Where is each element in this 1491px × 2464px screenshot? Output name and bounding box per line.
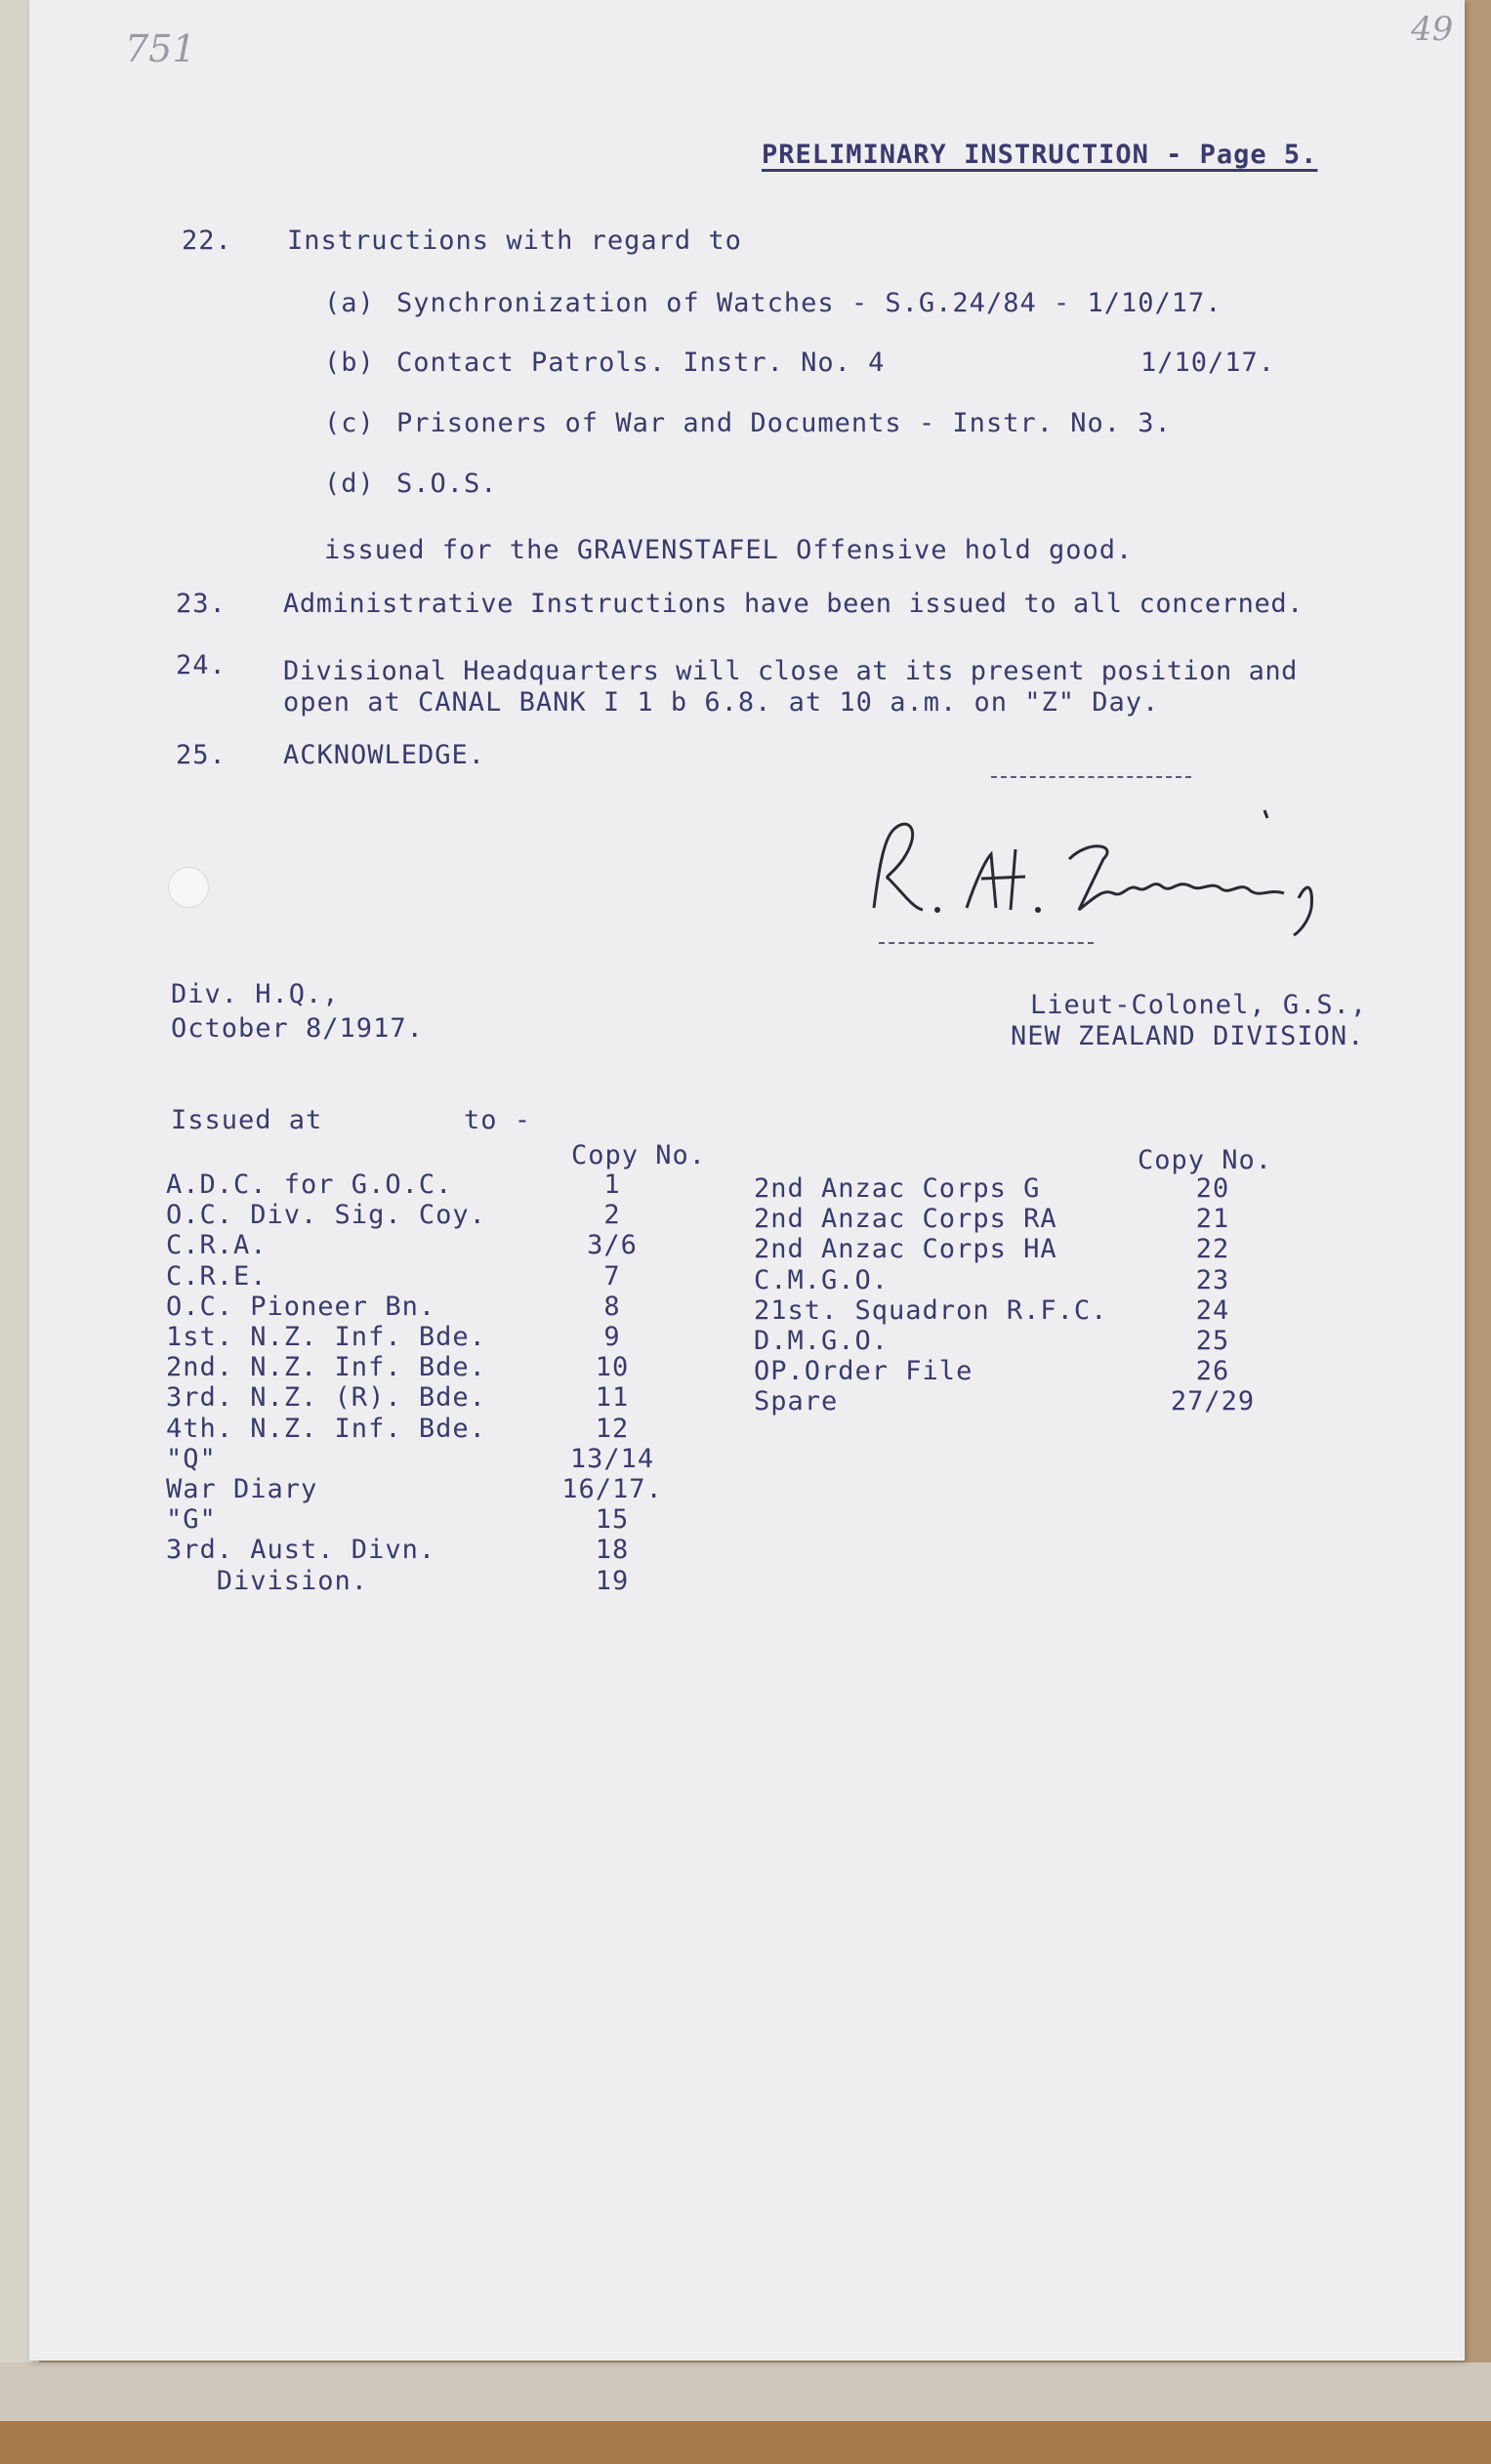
left-recipient: War Diary (166, 1474, 318, 1504)
item-c-label: (c) (324, 408, 375, 438)
para-23-text: Administrative Instructions have been issued to all concerned. (283, 589, 1305, 619)
handwritten-signature (854, 801, 1362, 937)
folio-number-right: 49 (1411, 10, 1454, 49)
para-25-number: 25. (176, 740, 227, 770)
footer-rank: Lieut-Colonel, G.S., (1030, 990, 1368, 1020)
left-copy-number: 19 (595, 1565, 630, 1596)
item-c-text: Prisoners of War and Documents - Instr. No. 3. (396, 408, 1172, 438)
right-recipient: 2nd Anzac Corps HA (754, 1234, 1057, 1265)
para-22-text: Instructions with regard to (287, 226, 742, 256)
para-24-line1: Divisional Headquarters will close at its present position and (283, 656, 1298, 686)
right-recipient: C.M.G.O. (754, 1264, 890, 1295)
left-recipient: O.C. Div. Sig. Coy. (166, 1200, 486, 1231)
item-b-date: 1/10/17. (1140, 348, 1276, 378)
right-copy-number: 27/29 (1170, 1386, 1256, 1417)
para-22-closing: issued for the GRAVENSTAFEL Offensive hold good. (324, 535, 1134, 565)
para-22-number: 22. (182, 226, 232, 256)
item-a-text: Synchronization of Watches - S.G.24/84 - 1/10/17. (396, 288, 1222, 318)
para-25-text: ACKNOWLEDGE. (283, 740, 486, 770)
punch-hole (168, 867, 209, 908)
left-copy-number: 10 (595, 1352, 630, 1383)
left-copy-number: 2 (603, 1200, 621, 1231)
signature-rule-bottom (879, 942, 1094, 944)
page-title: PRELIMINARY INSTRUCTION - Page 5. (762, 140, 1318, 170)
right-copy-number: 24 (1195, 1294, 1230, 1326)
right-recipient: OP.Order File (754, 1356, 973, 1387)
para-24-line2: open at CANAL BANK I 1 b 6.8. at 10 a.m. on "Z" Day. (283, 687, 1160, 718)
footer-hq: Div. H.Q., (171, 979, 340, 1009)
right-recipient: 2nd Anzac Corps G (754, 1173, 1041, 1204)
left-recipient: 4th. N.Z. Inf. Bde. (166, 1413, 486, 1444)
right-copy-number: 26 (1195, 1356, 1230, 1387)
left-copy-number: 13/14 (569, 1443, 655, 1474)
left-recipient: A.D.C. for G.O.C. (166, 1170, 453, 1200)
left-recipient: O.C. Pioneer Bn. (166, 1291, 436, 1322)
left-recipient: 3rd. Aust. Divn. (166, 1535, 436, 1566)
left-copy-number: 3/6 (587, 1230, 638, 1261)
left-recipient: 2nd. N.Z. Inf. Bde. (166, 1352, 486, 1383)
copy-header-right: Copy No. (1138, 1145, 1273, 1175)
item-b-label: (b) (324, 348, 375, 378)
left-copy-number: 8 (603, 1291, 621, 1322)
right-recipient: Spare (754, 1386, 839, 1417)
left-copy-number: 12 (595, 1413, 630, 1444)
left-recipient: C.R.E. (166, 1260, 268, 1292)
issued-to-label: to - (464, 1105, 532, 1135)
item-d-text: S.O.S. (396, 469, 498, 499)
left-recipient: 1st. N.Z. Inf. Bde. (166, 1322, 486, 1352)
folio-number-left: 751 (125, 27, 196, 70)
left-copy-number: 7 (603, 1260, 621, 1292)
signature-rule-top (991, 776, 1191, 778)
item-d-label: (d) (324, 469, 375, 499)
left-copy-number: 9 (603, 1322, 621, 1352)
right-copy-number: 23 (1195, 1264, 1230, 1295)
footer-division: NEW ZEALAND DIVISION. (1011, 1021, 1365, 1051)
left-recipient: "G" (166, 1504, 217, 1536)
para-24-number: 24. (176, 650, 227, 680)
para-23-number: 23. (176, 589, 227, 619)
right-copy-number: 20 (1195, 1173, 1230, 1204)
left-copy-number: 11 (595, 1382, 630, 1414)
item-b-text: Contact Patrols. Instr. No. 4 (396, 348, 886, 378)
desk-surface (0, 2421, 1491, 2464)
copy-header-left: Copy No. (571, 1140, 707, 1170)
left-copy-number: 16/17. (561, 1474, 663, 1504)
item-a-label: (a) (324, 288, 375, 318)
left-copy-number: 15 (595, 1504, 630, 1536)
right-copy-number: 22 (1195, 1234, 1230, 1265)
left-copy-number: 18 (595, 1535, 630, 1566)
footer-date: October 8/1917. (171, 1013, 424, 1044)
right-recipient: 2nd Anzac Corps RA (754, 1204, 1057, 1235)
document-page (29, 0, 1465, 2361)
issued-at-label: Issued at (171, 1105, 323, 1135)
right-recipient: D.M.G.O. (754, 1326, 890, 1356)
right-copy-number: 25 (1195, 1326, 1230, 1356)
left-recipient: 3rd. N.Z. (R). Bde. (166, 1382, 486, 1414)
left-recipient: Division. (166, 1565, 369, 1596)
left-copy-number: 1 (603, 1170, 621, 1200)
left-recipient: C.R.A. (166, 1230, 268, 1261)
right-recipient: 21st. Squadron R.F.C. (754, 1294, 1108, 1326)
left-recipient: "Q" (166, 1443, 217, 1474)
right-copy-number: 21 (1195, 1204, 1230, 1235)
